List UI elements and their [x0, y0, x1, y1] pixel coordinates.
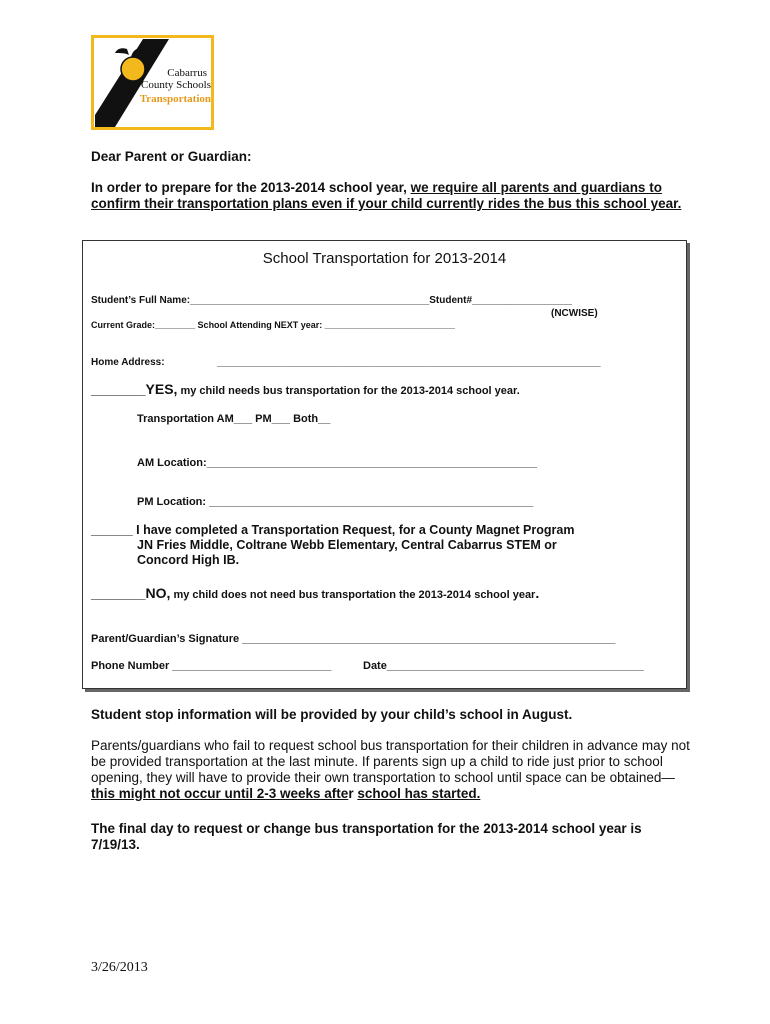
transportation-form: [82, 240, 687, 689]
policy-emph-4: school has started.: [357, 786, 481, 801]
home-address-label: Home Address:: [91, 357, 165, 368]
am-pm-field[interactable]: Transportation AM___ PM___ Both__: [137, 413, 331, 425]
home-address-field[interactable]: _____________________________________________________________________: [217, 357, 601, 368]
policy-emph-1: this might not occur until 2-3 weeks: [91, 786, 321, 801]
no-period: .: [535, 585, 540, 601]
am-location-field[interactable]: AM Location:______________________________________________________: [137, 457, 538, 469]
policy-paragraph: [91, 738, 691, 802]
phone-field[interactable]: Phone Number __________________________: [91, 660, 332, 672]
district-logo: [91, 35, 214, 130]
no-text: my child does not need bus transportation the 2013-2014 school year: [170, 589, 536, 601]
no-option[interactable]: [91, 585, 539, 603]
logo-line-3: Transportation: [139, 93, 211, 105]
stop-info: Student stop information will be provided by your child’s school in August.: [91, 707, 573, 722]
no-word: NO,: [145, 585, 171, 601]
footer-date: 3/26/2013: [91, 960, 148, 975]
intro-plain: In order to prepare for the 2013-2014 school year,: [91, 180, 411, 195]
yes-option[interactable]: [91, 381, 520, 399]
magnet-line-3: Concord High IB.: [137, 553, 240, 567]
policy-emph-3: r: [348, 786, 358, 801]
magnet-option[interactable]: [91, 523, 574, 568]
logo-line-2: County Schools: [141, 79, 211, 91]
signature-field[interactable]: Parent/Guardian’s Signature _____________________________________________________________: [91, 633, 616, 645]
logo-line-1: Cabarrus: [167, 67, 207, 79]
intro-underlined: we require all parents and guardians to confirm their transportation plans even if your child currently rides the bus this school year.: [91, 180, 682, 211]
form-title: School Transportation for 2013-2014: [262, 250, 507, 267]
policy-text: Parents/guardians who fail to request school bus transportation for their children in advance may not be provided transportation at the last minute. If parents sign up a child to ride just prior to school opening, they will have to provide their own transportation to school until space can be obtained—: [91, 738, 690, 785]
pm-location-field[interactable]: PM Location: _____________________________________________________: [137, 496, 534, 508]
no-blank: _______: [91, 585, 146, 601]
student-name-field[interactable]: Student’s Full Name:___________________________________________Student#__________________: [91, 295, 573, 306]
yes-word: YES,: [145, 381, 178, 397]
policy-emph-2: afte: [320, 786, 349, 801]
magnet-line-1: ______ I have completed a Transportation Request, for a County Magnet Program: [91, 523, 575, 537]
magnet-line-2: JN Fries Middle, Coltrane Webb Elementary, Central Cabarrus STEM or: [137, 538, 557, 552]
date-field[interactable]: Date__________________________________________: [363, 660, 644, 672]
final-day-notice: The final day to request or change bus transportation for the 2013-2014 school year is 7/19/13.: [91, 821, 642, 852]
ncwise-label: (NCWISE): [551, 308, 598, 319]
greeting: Dear Parent or Guardian:: [91, 149, 252, 164]
yes-text: my child needs bus transportation for the 2013-2014 school year.: [177, 385, 520, 397]
yes-blank: _______: [91, 381, 146, 397]
intro-paragraph: [91, 180, 691, 212]
grade-school-field[interactable]: Current Grade:________ School Attending NEXT year: __________________________: [91, 320, 455, 330]
